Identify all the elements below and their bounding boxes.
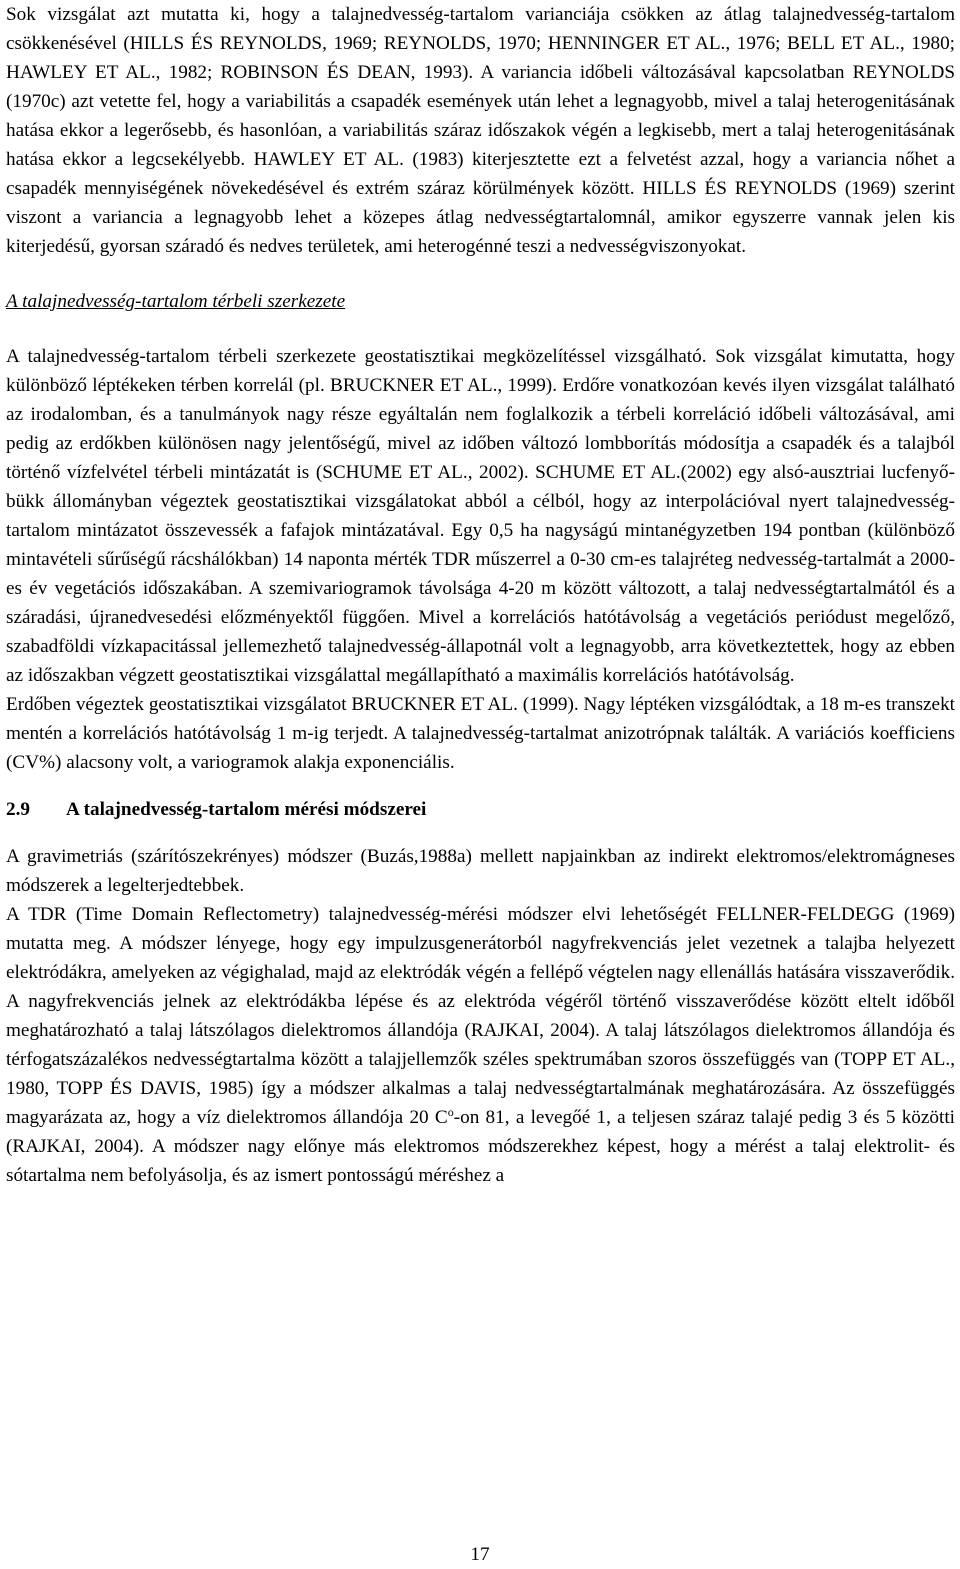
paragraph-gravimetric: A gravimetriás (szárítószekrényes) módszer (Buzás,1988a) mellett napjainkban az indirekt elektromos/elektromágneses módszerek a legelterjedtebbek.: [6, 846, 955, 896]
spacer: [6, 261, 955, 287]
paragraph-tdr-part-a: A TDR (Time Domain Reflectometry) talajnedvesség-mérési módszer elvi lehetőségét FELLNER-FELDEGG (1969) mutatta meg. A módszer lényege, hogy egy impulzusgenerátorból nagyfrekvenciás jelet vezetnek a talajba helyezett elektródákra, amelyeken az végighalad, majd az elektródák végén a fellépő végtelen nagy ellenállás hatására visszaverődik. A nagyfrekvenciás jelnek az elektródákba lépése és az elektróda végéről történő visszaverődése között eltelt időből meghatározható a talaj látszólagos dielektromos állandója (RAJKAI, 2004). A talaj látszólagos dielektromos állandója és térfogatszázalékos nedvességtartalma között a talajjellemzők széles spektrumában szoros összefüggés van (TOPP ET AL., 1980, TOPP ÉS DAVIS, 1985) így a módszer alkalmas a talaj nedvességtartalmának meghatározására. Az összefüggés magyarázata az, hogy a víz dielektromos állandója 20 C: [6, 904, 955, 1128]
paragraph-variance: Sok vizsgálat azt mutatta ki, hogy a talajnedvesség-tartalom varianciája csökken az átlag talajnedvesség-tartalom csökkenésével (HILLS ÉS REYNOLDS, 1969; REYNOLDS, 1970; HENNINGER ET AL., 1976; BELL ET AL., 1980; HAWLEY ET AL., 1982; ROBINSON ÉS DEAN, 1993). A variancia időbeli változásával kapcsolatban REYNOLDS (1970c) azt vetette fel, hogy a variabilitás a csapadék események után lehet a legnagyobb, mivel a talaj heterogenitásának hatása ekkor a legerősebb, és hasonlóan, a variabilitás száraz időszakok végén a legkisebb, mert a talaj heterogenitásának hatása ekkor a legcsekélyebb. HAWLEY ET AL. (1983) kiterjesztette ezt a felvetést azzal, hogy a variancia nőhet a csapadék mennyiségének növekedésével és extrém száraz körülmények között. HILLS ÉS REYNOLDS (1969) szerint viszont a variancia a legnagyobb lehet a közepes átlag nedvességtartalomnál, amikor egyszerre vannak jelen kis kiterjedésű, gyorsan száradó és nedves területek, ami heterogénné teszi a nedvességviszonyokat.: [6, 4, 955, 257]
page-number: 17: [470, 1544, 490, 1565]
chapter-title: A talajnedvesség-tartalom mérési módszerei: [66, 799, 427, 820]
document-page: [6, 0, 955, 1190]
chapter-number: 2.9: [6, 799, 30, 820]
degree-superscript: o: [447, 1105, 454, 1119]
paragraph-bruckner: Erdőben végeztek geostatisztikai vizsgálatot BRUCKNER ET AL. (1999). Nagy léptéken vizsgálódtak, a 18 m-es transzekt mentén a korrelációs hatótávolság 1 m-ig terjedt. A talajnedvesség-tartalmat anizotrópnak találták. A variációs koefficiens (CV%) alacsony volt, a variogramok alakja exponenciális.: [6, 694, 955, 773]
paragraph-spatial-structure: A talajnedvesség-tartalom térbeli szerkezete geostatisztikai megközelítéssel vizsgálható. Sok vizsgálat kimutatta, hogy különböző léptékeken térben korrelál (pl. BRUCKNER ET AL., 1999). Erdőre vonatkozóan kevés ilyen vizsgálat található az irodalomban, és a tanulmányok nagy része egyáltalán nem foglalkozik a térbeli korreláció időbeli változásával, ami pedig az erdőkben különösen nagy jelentőségű, mivel az időben változó lombborítás módosítja a csapadék és a talajból történő vízfelvétel térbeli mintázatát is (SCHUME ET AL., 2002). SCHUME ET AL.(2002) egy alsó-ausztriai lucfenyő-bükk állományban végeztek geostatisztikai vizsgálatokat abból a célból, hogy az interpolációval nyert talajnedvesség-tartalom mintázatot összevessék a fafajok mintázatával. Egy 0,5 ha nagyságú mintanégyzetben 194 pontban (különböző mintavételi sűrűségű rácshálókban) 14 naponta mérték TDR műszerrel a 0-30 cm-es talajréteg nedvesség-tartalmát a 2000-es év vegetációs időszakában. A szemivariogramok távolsága 4-20 m között változott, a talaj nedvességtartalmától és a száradási, újranedvesedési előzményektől függően. Mivel a korrelációs hatótávolság a vegetációs periódust megelőző, szabadföldi vízkapacitással jellemezhető talajnedvesség-állapotnál volt a legnagyobb, arra következtettek, hogy az ebben az időszakban végzett geostatisztikai vizsgálattal megállapítható a maximális korrelációs hatótávolság.: [6, 346, 955, 686]
spacer: [6, 777, 955, 795]
section-title: A talajnedvesség-tartalom térbeli szerkezete: [6, 291, 346, 312]
spacer: [6, 316, 955, 342]
paragraph-tdr: [6, 900, 955, 1190]
chapter-heading: [6, 795, 955, 824]
spacer: [6, 824, 955, 842]
paragraph-tdr-part-b: -on 81, a levegőé 1, a teljesen száraz talajé pedig 3 és 5 közötti (RAJKAI, 2004). A módszer nagy előnye más elektromos módszerekhez képest, hogy a mérést a talaj elektrolit- és sótartalma nem befolyásolja, és az ismert pontosságú méréshez a: [6, 1107, 955, 1186]
